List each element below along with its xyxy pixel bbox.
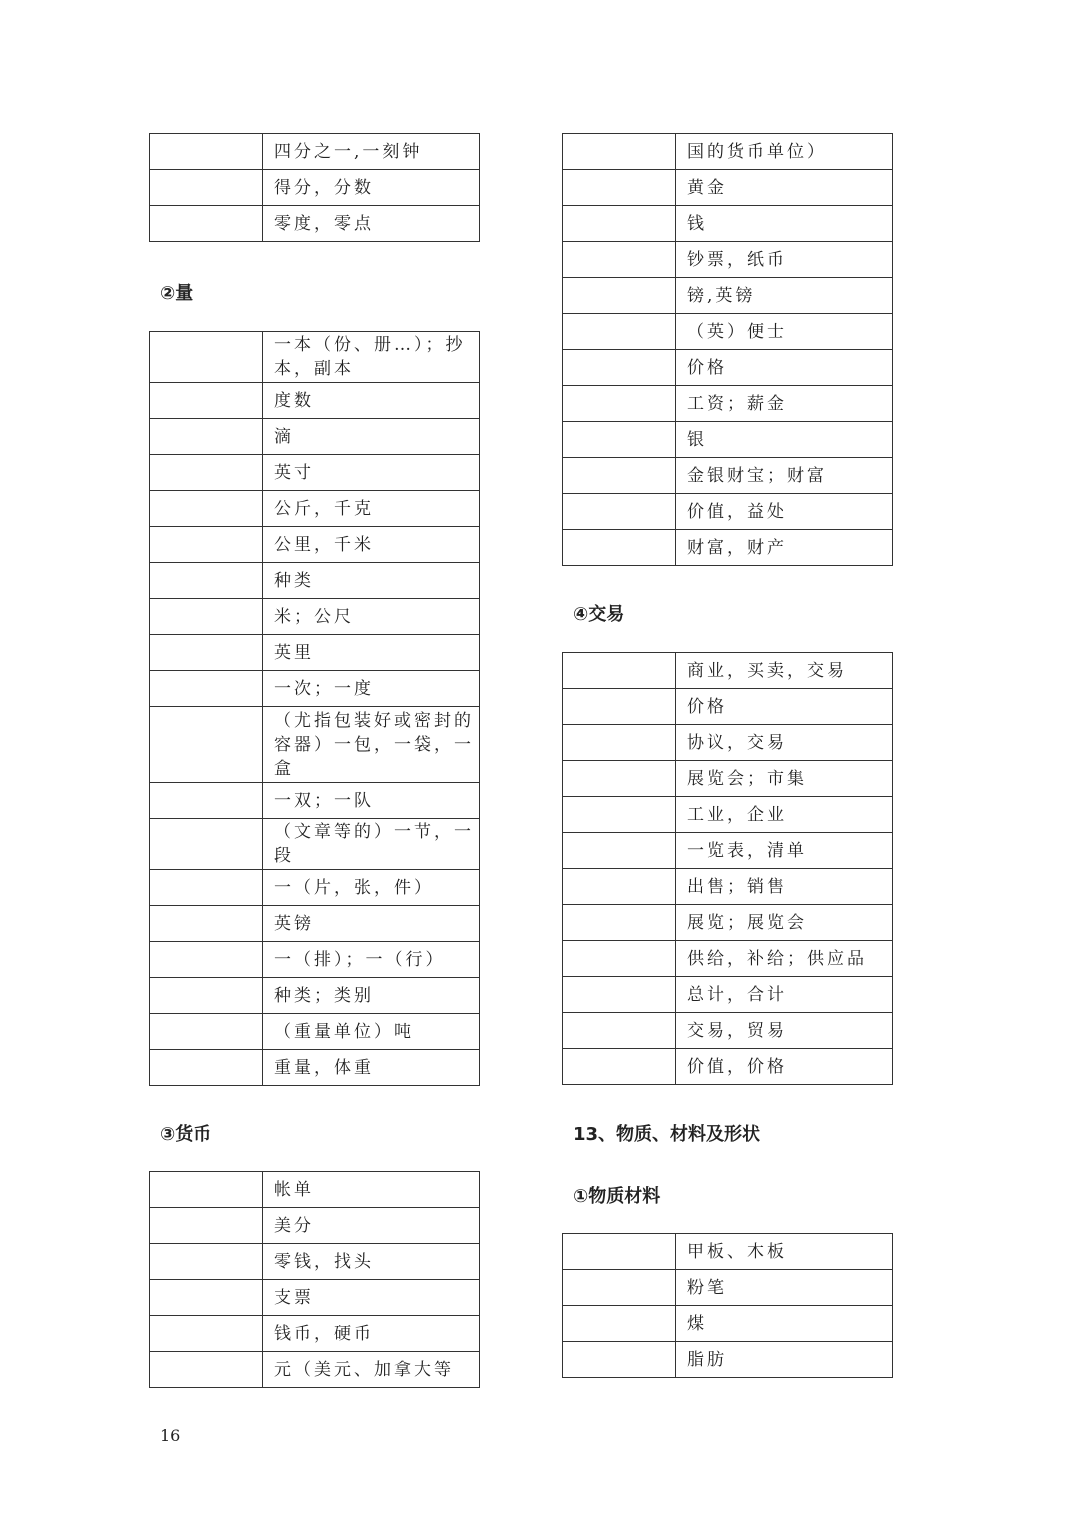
meaning-cell: 出售；销售 (676, 869, 893, 905)
meaning-cell: 得分，分数 (263, 170, 480, 206)
meaning-cell: 交易，贸易 (676, 1013, 893, 1049)
meaning-cell: 商业，买卖，交易 (676, 653, 893, 689)
blank-cell (563, 350, 676, 386)
meaning-cell: 财富，财产 (676, 530, 893, 566)
blank-cell (563, 725, 676, 761)
blank-cell (563, 1342, 676, 1378)
right-table-material (562, 1233, 893, 1378)
blank-cell (563, 977, 676, 1013)
meaning-cell: 工资；薪金 (676, 386, 893, 422)
meaning-cell: 国的货币单位） (676, 134, 893, 170)
blank-cell (150, 1316, 263, 1352)
blank-cell (150, 707, 263, 783)
blank-cell (150, 563, 263, 599)
meaning-cell: 零钱，找头 (263, 1244, 480, 1280)
heading-material: ①物质材料 (573, 1186, 661, 1207)
meaning-cell: 甲板、木板 (676, 1234, 893, 1270)
meaning-cell: （英）便士 (676, 314, 893, 350)
blank-cell (150, 1172, 263, 1208)
meaning-cell: 金银财宝；财富 (676, 458, 893, 494)
blank-cell (150, 599, 263, 635)
blank-cell (150, 819, 263, 870)
blank-cell (563, 314, 676, 350)
blank-cell (150, 942, 263, 978)
blank-cell (563, 761, 676, 797)
blank-cell (150, 671, 263, 707)
meaning-cell: 公斤，千克 (263, 491, 480, 527)
meaning-cell: 一（排）；一（行） (263, 942, 480, 978)
meaning-cell: 银 (676, 422, 893, 458)
meaning-cell: （重量单位）吨 (263, 1014, 480, 1050)
blank-cell (563, 170, 676, 206)
heading-section-13: 13、物质、材料及形状 (573, 1124, 761, 1145)
meaning-cell: 一览表，清单 (676, 833, 893, 869)
meaning-cell: 展览会；市集 (676, 761, 893, 797)
meaning-cell: 工业，企业 (676, 797, 893, 833)
blank-cell (563, 206, 676, 242)
blank-cell (563, 278, 676, 314)
blank-cell (150, 870, 263, 906)
blank-cell (563, 797, 676, 833)
blank-cell (150, 383, 263, 419)
meaning-cell: 英寸 (263, 455, 480, 491)
blank-cell (150, 1050, 263, 1086)
blank-cell (563, 905, 676, 941)
meaning-cell: 钱币，硬币 (263, 1316, 480, 1352)
meaning-cell: 重量，体重 (263, 1050, 480, 1086)
blank-cell (563, 941, 676, 977)
meaning-cell: 价值，益处 (676, 494, 893, 530)
blank-cell (563, 689, 676, 725)
blank-cell (150, 332, 263, 383)
blank-cell (563, 653, 676, 689)
meaning-cell: 价格 (676, 350, 893, 386)
meaning-cell: 米；公尺 (263, 599, 480, 635)
blank-cell (563, 134, 676, 170)
page-number: 16 (160, 1426, 181, 1445)
meaning-cell: 元（美元、加拿大等 (263, 1352, 480, 1388)
meaning-cell: 粉笔 (676, 1270, 893, 1306)
meaning-cell: 价格 (676, 689, 893, 725)
meaning-cell: 种类 (263, 563, 480, 599)
blank-cell (150, 455, 263, 491)
blank-cell (563, 458, 676, 494)
blank-cell (563, 833, 676, 869)
meaning-cell: 一双；一队 (263, 783, 480, 819)
blank-cell (150, 906, 263, 942)
meaning-cell: 黄金 (676, 170, 893, 206)
meaning-cell: 滴 (263, 419, 480, 455)
meaning-cell: 一次；一度 (263, 671, 480, 707)
blank-cell (563, 1049, 676, 1085)
meaning-cell: 支票 (263, 1280, 480, 1316)
blank-cell (150, 419, 263, 455)
blank-cell (563, 1234, 676, 1270)
heading-trade: ④交易 (573, 604, 625, 625)
blank-cell (150, 1244, 263, 1280)
blank-cell (150, 491, 263, 527)
blank-cell (563, 530, 676, 566)
blank-cell (150, 635, 263, 671)
meaning-cell: 脂肪 (676, 1342, 893, 1378)
meaning-cell: 英里 (263, 635, 480, 671)
meaning-cell: 种类；类别 (263, 978, 480, 1014)
blank-cell (150, 978, 263, 1014)
left-table-currency (149, 1171, 480, 1388)
blank-cell (563, 869, 676, 905)
blank-cell (150, 134, 263, 170)
meaning-cell: 协议，交易 (676, 725, 893, 761)
left-table-time (149, 133, 480, 242)
meaning-cell: 零度，零点 (263, 206, 480, 242)
blank-cell (563, 1013, 676, 1049)
blank-cell (150, 1014, 263, 1050)
blank-cell (150, 783, 263, 819)
meaning-cell: 总计，合计 (676, 977, 893, 1013)
blank-cell (563, 242, 676, 278)
meaning-cell: 展览；展览会 (676, 905, 893, 941)
blank-cell (563, 422, 676, 458)
meaning-cell: 公里，千米 (263, 527, 480, 563)
meaning-cell: 价值，价格 (676, 1049, 893, 1085)
meaning-cell: 钱 (676, 206, 893, 242)
meaning-cell: （尤指包装好或密封的容器）一包，一袋，一盒 (263, 707, 480, 783)
right-table-currency-cont (562, 133, 893, 566)
blank-cell (150, 1352, 263, 1388)
blank-cell (150, 1280, 263, 1316)
meaning-cell: 供给，补给；供应品 (676, 941, 893, 977)
meaning-cell: 四分之一,一刻钟 (263, 134, 480, 170)
meaning-cell: （文章等的）一节，一段 (263, 819, 480, 870)
blank-cell (563, 494, 676, 530)
meaning-cell: 帐单 (263, 1172, 480, 1208)
blank-cell (563, 1306, 676, 1342)
right-table-trade (562, 652, 893, 1085)
blank-cell (563, 386, 676, 422)
meaning-cell: 钞票，纸币 (676, 242, 893, 278)
meaning-cell: 一（片，张，件） (263, 870, 480, 906)
meaning-cell: 美分 (263, 1208, 480, 1244)
blank-cell (150, 170, 263, 206)
meaning-cell: 镑,英镑 (676, 278, 893, 314)
meaning-cell: 煤 (676, 1306, 893, 1342)
meaning-cell: 英镑 (263, 906, 480, 942)
meaning-cell: 一本（份、册…）；抄本，副本 (263, 332, 480, 383)
heading-currency: ③货币 (160, 1124, 212, 1145)
blank-cell (150, 206, 263, 242)
blank-cell (150, 1208, 263, 1244)
blank-cell (150, 527, 263, 563)
meaning-cell: 度数 (263, 383, 480, 419)
blank-cell (563, 1270, 676, 1306)
heading-quantity: ②量 (160, 283, 194, 304)
left-table-quantity (149, 331, 480, 1086)
